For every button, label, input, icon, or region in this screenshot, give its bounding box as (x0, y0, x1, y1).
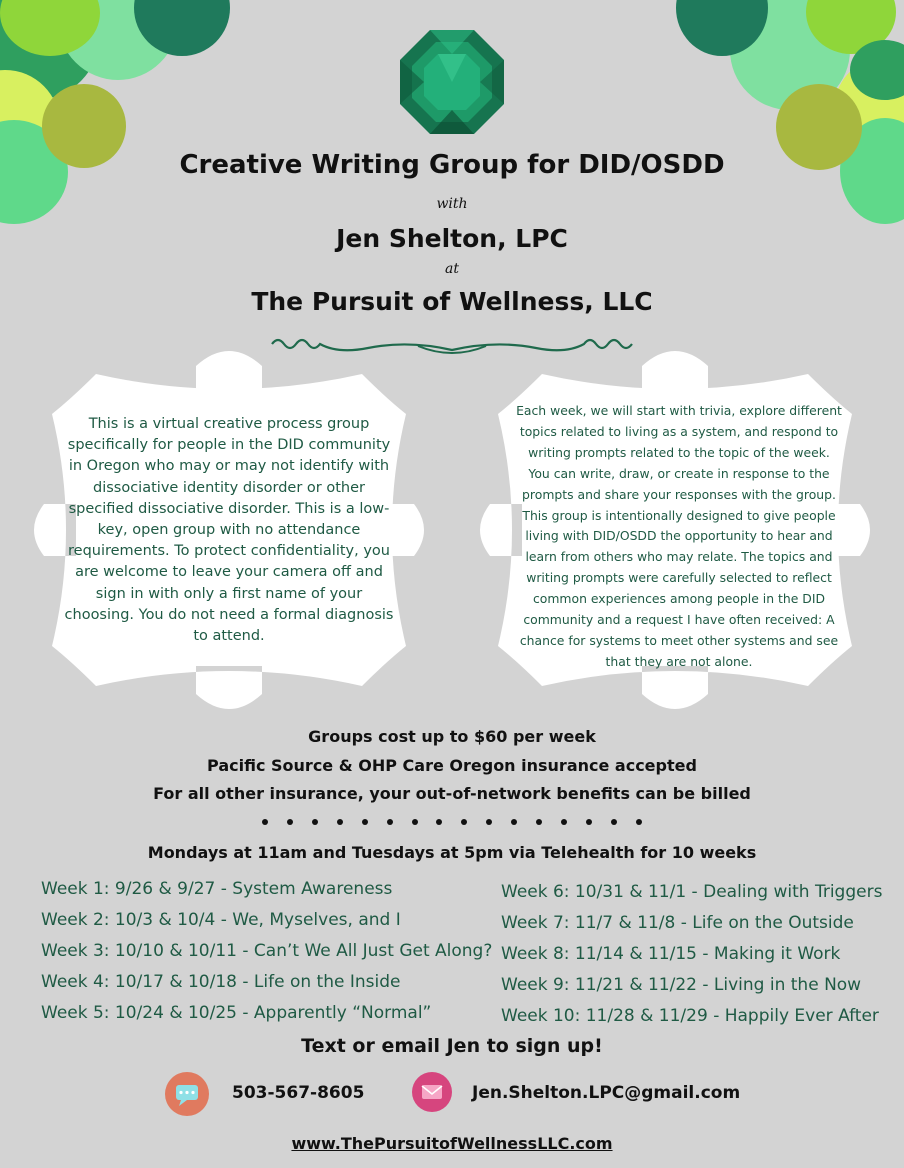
week-item: Week 9: 11/21 & 11/22 - Living in the Now (501, 975, 862, 995)
insurance-line: Pacific Source & OHP Care Oregon insurance accepted (207, 756, 697, 775)
week-item: Week 4: 10/17 & 10/18 - Life on the Inside (41, 972, 401, 992)
signup-cta: Text or email Jen to sign up! (301, 1035, 603, 1057)
week-item: Week 1: 9/26 & 9/27 - System Awareness (41, 879, 393, 899)
at-label: at (445, 261, 459, 277)
week-item: Week 10: 11/28 & 11/29 - Happily Ever After (501, 1006, 879, 1026)
other-insurance-line: For all other insurance, your out-of-network benefits can be billed (153, 784, 751, 803)
page-title: Creative Writing Group for DID/OSDD (179, 150, 725, 180)
presenter-name: Jen Shelton, LPC (336, 224, 568, 253)
chat-bubble-icon (165, 1072, 209, 1116)
week-item: Week 7: 11/7 & 11/8 - Life on the Outside (501, 913, 854, 933)
email-link[interactable]: Jen.Shelton.LPC@gmail.com (472, 1083, 741, 1103)
emerald-gem-icon (398, 28, 506, 136)
phone-number-link[interactable]: 503-567-8605 (232, 1083, 365, 1103)
week-item: Week 8: 11/14 & 11/15 - Making it Work (501, 944, 841, 964)
cost-line: Groups cost up to $60 per week (308, 727, 596, 746)
organization-name: The Pursuit of Wellness, LLC (251, 287, 653, 316)
week-item: Week 5: 10/24 & 10/25 - Apparently “Normal” (41, 1003, 432, 1023)
with-label: with (436, 196, 468, 212)
week-item: Week 6: 10/31 & 11/1 - Dealing with Triggers (501, 882, 883, 902)
envelope-icon (412, 1072, 452, 1112)
group-details: Each week, we will start with trivia, explore different topics related to living as a system, and respond to writing prompts related to the topic of the week. You can write, draw, or create in response to the prompts and share your responses with the group. This group is intentionally designed to give people living with DID/OSDD the opportunity to hear and learn from others who may relate. The topics and writing prompts were carefully selected to reflect common experiences among people in the DID community and a request I have often received: A chance for systems to meet other systems and see that they are not alone. (516, 403, 842, 669)
website-link[interactable]: www.ThePursuitofWellnessLLC.com (291, 1134, 613, 1153)
schedule-line: Mondays at 11am and Tuesdays at 5pm via Telehealth for 10 weeks (147, 843, 757, 862)
dot-divider (262, 819, 642, 825)
week-item: Week 3: 10/10 & 10/11 - Can’t We All Just Get Along? (41, 941, 493, 961)
group-description: This is a virtual creative process group specifically for people in the DID community in Oregon who may or may not identify with dissociative identity disorder or other specified dissociative disorder. This is a low-key, open group with no attendance requirements. To protect confidentiality, you are welcome to leave your camera off and sign in with only a first name of your choosing. You do not need a formal diagnosis to attend. (64, 416, 394, 645)
week-item: Week 2: 10/3 & 10/4 - We, Myselves, and I (41, 910, 401, 930)
